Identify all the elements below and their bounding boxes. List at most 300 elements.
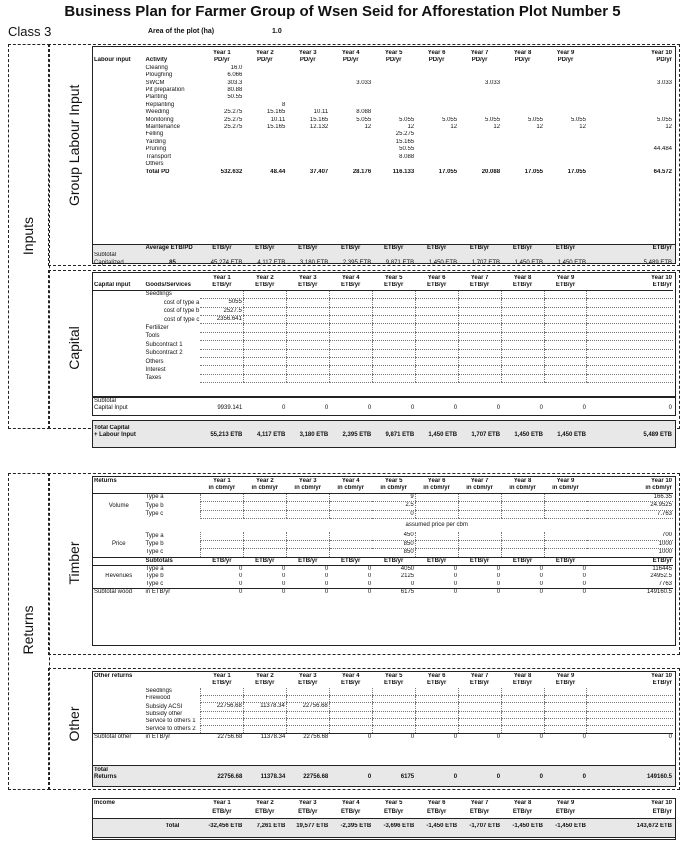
empty-cell [458,510,501,518]
labour-value [243,146,286,153]
labour-value [243,94,286,101]
subtotal-capital-value: 0 [496,405,501,412]
capital-empty-cell [501,358,544,366]
total-capital-value: 2,395 ETB [342,432,372,439]
labour-value: 5.055 [656,116,672,123]
activity-name: Replanting [145,101,175,108]
page-title: Business Plan for Farmer Group of Wsen Seid for Afforestation Plot Number 5 [64,3,621,20]
total-pd-value: 48.44 [270,168,286,175]
capital-empty-cell [372,332,415,340]
other-return-value [329,718,372,725]
labour-value [458,72,501,79]
subtotal-other-value: 0 [453,734,458,741]
labour-value [501,72,544,79]
year-header: Year 4 [341,275,360,281]
capital-empty-cell [286,332,329,340]
labour-value [372,80,415,87]
empty-cell [329,549,372,557]
year-header: Year 2 [255,50,274,56]
labour-value [544,87,587,94]
capital-empty-cell [329,290,372,298]
other-return-value [243,726,286,734]
capital-empty-cell [243,324,286,332]
revenue-value: 0 [324,573,329,580]
spacer [93,581,145,589]
labour-value [458,154,501,161]
year-header: Year 5 [384,478,403,484]
capital-empty-cell [587,307,673,315]
capital-empty-cell [286,358,329,366]
unit-header: ETB/yr [652,282,672,289]
unit-header: in cbm/yr [251,485,279,492]
labour-value [587,65,673,72]
subtotal-capitalized-value: 1,707 ETB [471,259,501,266]
income-total-value: -1,707 ETB [469,823,501,829]
unit-header: PD/yr [214,57,230,64]
labour-value [544,72,587,79]
type-name: Type c [145,549,164,556]
year-header: Year 9 [556,275,575,281]
revenue-value: 24952.5 [650,573,672,580]
labour-value [458,109,501,116]
spacer [93,109,145,116]
empty-cell [415,493,458,501]
table-row [93,72,673,79]
other-return-value [587,688,673,695]
revenue-value: 4050 [400,566,415,573]
unit-header: ETB/yr [212,809,232,815]
other-return-name: Service to others 2 [145,725,196,732]
unit-header: in cbm/yr [509,485,536,492]
capital-empty-cell [415,374,458,382]
spacer [93,161,145,168]
unit-header: ETB/yr [512,680,533,687]
subtotal-capital-value: 0 [582,405,586,412]
capital-empty-cell [501,374,544,382]
labour-value [587,87,673,94]
subtotal-other-value: 22756.68 [303,734,329,741]
labour-value [458,161,501,168]
activity-name: Pruning [145,146,167,153]
unit-header: in cbm/yr [208,485,236,492]
capital-empty-cell [372,290,415,298]
total-returns-table [93,767,673,782]
labour-value [415,72,458,79]
labour-value [544,154,587,161]
spacer [93,65,145,72]
spacer [93,493,145,501]
labour-value [501,109,544,116]
capital-empty-cell [286,307,329,315]
capital-empty-cell [372,349,415,357]
subtotal-capitalized-value: 4,117 ETB [257,259,286,266]
capital-empty-cell [372,358,415,366]
capital-value [200,324,243,332]
capital-empty-cell [286,349,329,357]
table-row [93,341,673,349]
labour-value [329,65,372,72]
year-header: Year 3 [298,275,317,281]
table-row [93,80,673,87]
empty-cell [286,532,329,540]
unit-header: ETB/yr [426,557,447,564]
labour-value: 15.165 [266,124,286,131]
subtotal-other-unit: in ETB/yr [145,734,171,741]
capital-empty-cell [544,299,587,307]
empty-cell [544,502,587,510]
year-header: Year 9 [556,50,575,56]
unit-header: ETB/yr [255,557,275,564]
labour-value [544,80,587,87]
year-header: Year 7 [470,50,489,56]
plot-area-label: Area of the plot (ha) [148,28,215,35]
labour-value [501,154,544,161]
capital-empty-cell [544,374,587,382]
labour-value [587,154,673,161]
capital-empty-cell [415,341,458,349]
type-value: 0 [372,510,415,518]
unit-header: ETB/yr [512,282,533,289]
year-header: Year 9 [556,673,575,679]
capital-empty-cell [458,307,501,315]
labour-value [544,139,587,146]
type-name: Type a [145,566,164,573]
other-return-value [200,718,243,725]
subtotal-other-value: 0 [668,734,672,741]
capital-table [93,275,673,383]
capital-empty-cell [544,324,587,332]
labour-value [200,139,243,146]
spacer [93,87,145,94]
labour-value [286,102,329,109]
year-header: Year 3 [298,478,317,484]
year-header: Year 3 [298,673,317,679]
capital-empty-cell [286,341,329,349]
year-header: Year 5 [384,50,403,56]
type-name: Type b [145,541,164,548]
labour-value [415,154,458,161]
unit-header: ETB/yr [341,282,361,289]
income-total-value: -1,450 ETB [512,823,544,829]
total-capital-value: 9,871 ETB [385,432,415,439]
empty-cell [200,532,243,540]
capital-empty-cell [329,299,372,307]
type-value: 166.35 [587,493,673,501]
capital-empty-cell [458,332,501,340]
labour-value [243,72,286,79]
labour-value [544,146,587,153]
total-pd-value: 64.572 [653,168,672,175]
other-return-value [544,711,587,718]
capital-empty-cell [415,324,458,332]
table-row [93,581,673,589]
labour-value [286,80,329,87]
capital-value [200,349,243,357]
type-name: Type a [145,494,164,501]
table-row [93,695,673,702]
income-total-value: 143,672 ETB [636,823,672,829]
year-header: Year 7 [470,478,489,484]
subtotal-capitalized-value: 2,395 ETB [342,259,372,266]
revenue-value: 0 [281,573,286,580]
subtotal-wood-value: 0 [239,589,243,596]
capital-value [200,341,243,349]
other-return-value [415,711,458,718]
activity-name: Monitoring [145,116,174,123]
subtotal-wood-value: 0 [453,589,458,596]
unit-header: PD/yr [428,57,445,64]
empty-cell [286,510,329,518]
labour-value: 25.275 [223,124,243,131]
other-return-value [200,688,243,695]
returns-section-label: Returns [94,478,117,484]
empty-cell [458,532,501,540]
goods-name: Taxes [145,375,162,382]
goods-name: Fertilizer [145,324,169,331]
spacer [93,703,145,711]
total-capital-label: Total Capital + Labour Input [94,425,136,439]
labour-value [329,102,372,109]
capital-empty-cell [286,290,329,298]
total-returns-value: 11378.34 [260,774,286,781]
capital-total-table [93,425,673,440]
class-label: Class 3 [8,24,52,39]
activity-name: Others [145,161,164,168]
year-header: Year 6 [427,50,446,56]
capital-empty-cell [544,307,587,315]
other-return-value [501,718,544,725]
unit-header: ETB/yr [469,557,490,564]
table-row [93,718,673,725]
labour-value [372,72,415,79]
spacer [93,139,145,146]
total-capital-value: 1,450 ETB [557,432,586,439]
activity-name: Planting [145,94,168,101]
table-row [93,299,673,307]
labour-value: 12 [364,124,372,131]
other-return-value [501,726,544,734]
capital-empty-cell [458,299,501,307]
capital-value [200,290,243,298]
table-row [93,316,673,324]
total-returns-value: 22756.68 [217,774,243,781]
other-return-value [587,703,673,711]
assumed-price-note: assumed price per cbm [405,522,468,529]
subtotal-capital-value: 0 [453,405,458,412]
labour-value: 12 [493,124,501,131]
activity-name: Felling [145,131,164,138]
activity-name: Clearing [145,64,168,71]
activity-name: Maintenance [145,124,180,131]
labour-value: 6.066 [227,72,243,79]
empty-cell [200,510,243,518]
subtotal-other-value: 0 [496,734,501,741]
labour-value [329,87,372,94]
labour-value [286,65,329,72]
other-table [93,673,673,742]
other-return-value [415,688,458,695]
table-row [93,109,673,116]
labour-value [286,146,329,153]
total-capital-value: 55,213 ETB [210,432,243,439]
other-return-value [544,726,587,734]
unit-header: ETB/yr [469,282,490,289]
capital-empty-cell [587,299,673,307]
unit-header: ETB/yr [512,809,533,815]
total-capital-value: 3,180 ETB [299,432,329,439]
type-value: 850 [372,540,415,548]
table-row [93,493,673,501]
labour-value: 12.132 [309,124,329,131]
other-return-value [286,711,329,718]
revenue-value: 0 [367,566,372,573]
table-row [93,324,673,332]
capital-empty-cell [501,341,544,349]
goods-name: cost of type b [163,308,200,315]
capital-empty-cell [243,349,286,357]
other-return-value [501,688,544,695]
capital-empty-cell [243,299,286,307]
capital-empty-cell [415,299,458,307]
type-value: 1000 [587,540,673,548]
table-row [93,703,673,711]
subtotal-wood-value: 0 [324,589,329,596]
empty-cell [243,502,286,510]
capital-empty-cell [415,332,458,340]
revenue-value: 0 [582,566,586,573]
capital-empty-cell [501,299,544,307]
labour-value [415,80,458,87]
labour-value: 25.275 [223,116,243,123]
table-row [93,510,673,518]
labour-value [458,102,501,109]
total-returns-value: 0 [582,774,586,781]
unit-header: ETB/yr [555,245,576,251]
labour-value: 15.165 [395,138,415,145]
other-return-value [458,726,501,734]
unit-header: in cbm/yr [380,485,408,492]
unit-header: PD/yr [514,57,531,64]
capital-empty-cell [415,316,458,324]
total-pd-value: 17.055 [524,168,544,175]
income-section-label: Income [94,800,116,806]
total-returns-value: 0 [367,774,372,781]
labour-value [501,80,544,87]
revenue-value: 0 [367,573,372,580]
table-row [93,154,673,161]
capital-value [200,366,243,374]
labour-value [415,161,458,168]
capital-section-label: Capital input [94,282,131,289]
timber-table [93,478,673,597]
labour-value [372,94,415,101]
subtotal-capitalized-value: 9,871 ETB [385,259,415,266]
spacer [93,124,145,131]
empty-cell [501,502,544,510]
spacer [93,307,145,315]
goods-name: Seedlings [145,291,172,298]
capital-empty-cell [458,324,501,332]
year-header: Year 5 [384,800,403,806]
spacer [93,358,145,366]
total-returns-label: Total Returns [94,767,117,781]
empty-cell [458,502,501,510]
labour-value [544,109,587,116]
empty-cell [243,540,286,548]
unit-header: ETB/yr [341,557,361,564]
table-row [93,117,673,124]
capital-empty-cell [544,290,587,298]
labour-value [329,146,372,153]
type-value: 24.9525 [587,502,673,510]
income-total-value: -32,456 ETB [208,823,243,829]
type-name: Type a [145,532,164,539]
labour-value: 15.165 [309,116,329,123]
capital-empty-cell [501,324,544,332]
labour-value [286,139,329,146]
unit-header: ETB/yr [384,557,404,564]
capital-empty-cell [243,358,286,366]
unit-header: ETB/yr [212,680,232,687]
total-capital-value: 1,707 ETB [471,432,501,439]
other-return-value [372,711,415,718]
capital-empty-cell [544,366,587,374]
capital-empty-cell [458,316,501,324]
subtotal-capitalized-value: 1,450 ETB [514,259,544,266]
empty-cell [415,540,458,548]
unit-header: PD/yr [299,57,316,64]
other-return-value [329,703,372,711]
spacer [93,718,145,725]
year-header: Year 7 [470,275,489,281]
empty-cell [501,510,544,518]
capital-empty-cell [587,366,673,374]
empty-cell [329,493,372,501]
other-return-name: Seedlings [145,687,172,694]
labour-value: 8 [281,101,286,108]
empty-cell [329,532,372,540]
year-header: Year 10 [650,275,672,281]
labour-value: 5.055 [570,116,586,123]
empty-cell [501,549,544,557]
year-header: Year 10 [650,800,672,806]
capital-empty-cell [458,349,501,357]
spacer [93,131,145,138]
activity-name: Ploughing [145,72,173,79]
goods-header: Goods/Services [145,282,191,289]
total-pd-value: 17.055 [438,168,458,175]
year-header: Year 8 [513,800,532,806]
unit-header: PD/yr [342,57,359,64]
capital-value [200,374,243,382]
spacer [93,80,145,87]
capital-empty-cell [544,316,587,324]
other-return-value [544,718,587,725]
total-capital-value: 1,450 ETB [428,432,458,439]
empty-cell [415,502,458,510]
capital-empty-cell [329,307,372,315]
capital-empty-cell [329,358,372,366]
spacer [93,510,145,518]
subtotal-other-value: 0 [367,734,372,741]
labour-value [501,131,544,138]
labour-value [501,87,544,94]
table-row [93,161,673,168]
subtotal-capitalized-value: 5,489 ETB [643,259,672,266]
goods-name: Tools [145,333,160,340]
capital-empty-cell [243,332,286,340]
unit-header: in cbm/yr [337,485,365,492]
